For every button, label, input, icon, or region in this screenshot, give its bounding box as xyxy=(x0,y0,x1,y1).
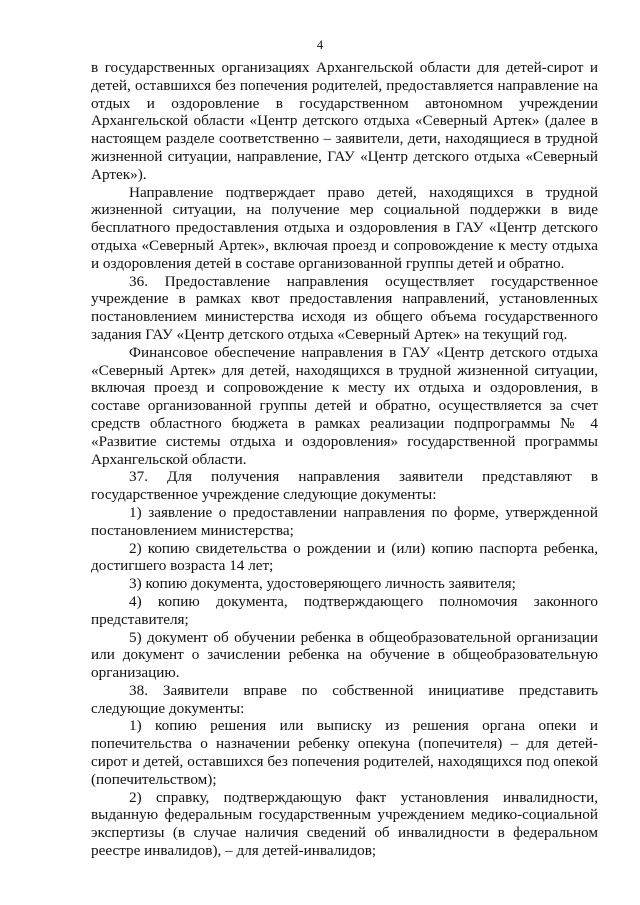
list-item-37-5: 5) документ об обучении ребенка в общеобразовательной организации или документ о зачислении ребенка на обучение в общеобразовательную организацию. xyxy=(91,628,598,682)
paragraph-38: 38. Заявители вправе по собственной инициативе представить следующие документы: xyxy=(91,681,598,717)
paragraph-financing: Финансовое обеспечение направления в ГАУ «Центр детского отдыха «Северный Артек» для детей, находящихся в трудной жизненной ситуации, включая проезд и сопровождение к месту их отдыха и оздоровления, в составе организованной группы детей и обратно, осуществляется за счет средств областного бюджета в рамках реализации подпрограммы № 4 «Развитие системы отдыха и оздоровления» государственной программы Архангельской области. xyxy=(91,343,598,468)
list-item-37-1: 1) заявление о предоставлении направления по форме, утвержденной постановлением министерства; xyxy=(91,503,598,539)
list-item-37-3: 3) копию документа, удостоверяющего личность заявителя; xyxy=(129,575,516,593)
paragraph-37: 37. Для получения направления заявители представляют в государственное учреждение следующие документы: xyxy=(91,468,598,504)
paragraph-continuation: в государственных организациях Архангельской области для детей-сирот и детей, оставшихся без попечения родителей, предоставляется направление на отдых и оздоровление в государственном автономном учреждении Архангельской области «Центр детского отдыха «Северный Артек» (далее в настоящем разделе соответственно – заявители, дети, находящиеся в трудной жизненной ситуации, направление, ГАУ «Центр детского отдыха «Северный Артек»). xyxy=(91,59,598,183)
document-body xyxy=(91,59,598,860)
list-item-38-2: 2) справку, подтверждающую факт установления инвалидности, выданную федеральным государственным учреждением медико-социальной экспертизы (в случае наличия сведений об инвалидности в федеральном реестре инвалидов), – для детей-инвалидов; xyxy=(91,788,598,860)
list-item-37-4: 4) копию документа, подтверждающего полномочия законного представителя; xyxy=(91,592,598,628)
list-item-38-1: 1) копию решения или выписку из решения органа опеки и попечительства о назначении ребенку опекуна (попечителя) – для детей-сирот и детей, оставшихся без попечения родителей, находящихся под опекой (попечительством); xyxy=(91,717,598,788)
list-item-37-2: 2) копию свидетельства о рождении и (или) копию паспорта ребенка, достигшего возраста 14 лет; xyxy=(91,539,598,575)
paragraph-36: 36. Предоставление направления осуществляет государственное учреждение в рамках квот предоставления направлений, установленных постановлением министерства исходя из общего объема государственного задания ГАУ «Центр детского отдыха «Северный Артек» на текущий год. xyxy=(91,272,598,343)
page-number: 4 xyxy=(316,38,324,52)
paragraph-direction-rights: Направление подтверждает право детей, находящихся в трудной жизненной ситуации, на получение мер социальной поддержки в виде бесплатного предоставления отдыха и оздоровления в ГАУ «Центр детского отдыха «Северный Артек», включая проезд и сопровождение к месту отдыха и оздоровления детей в составе организованной группы детей и обратно. xyxy=(91,183,598,272)
